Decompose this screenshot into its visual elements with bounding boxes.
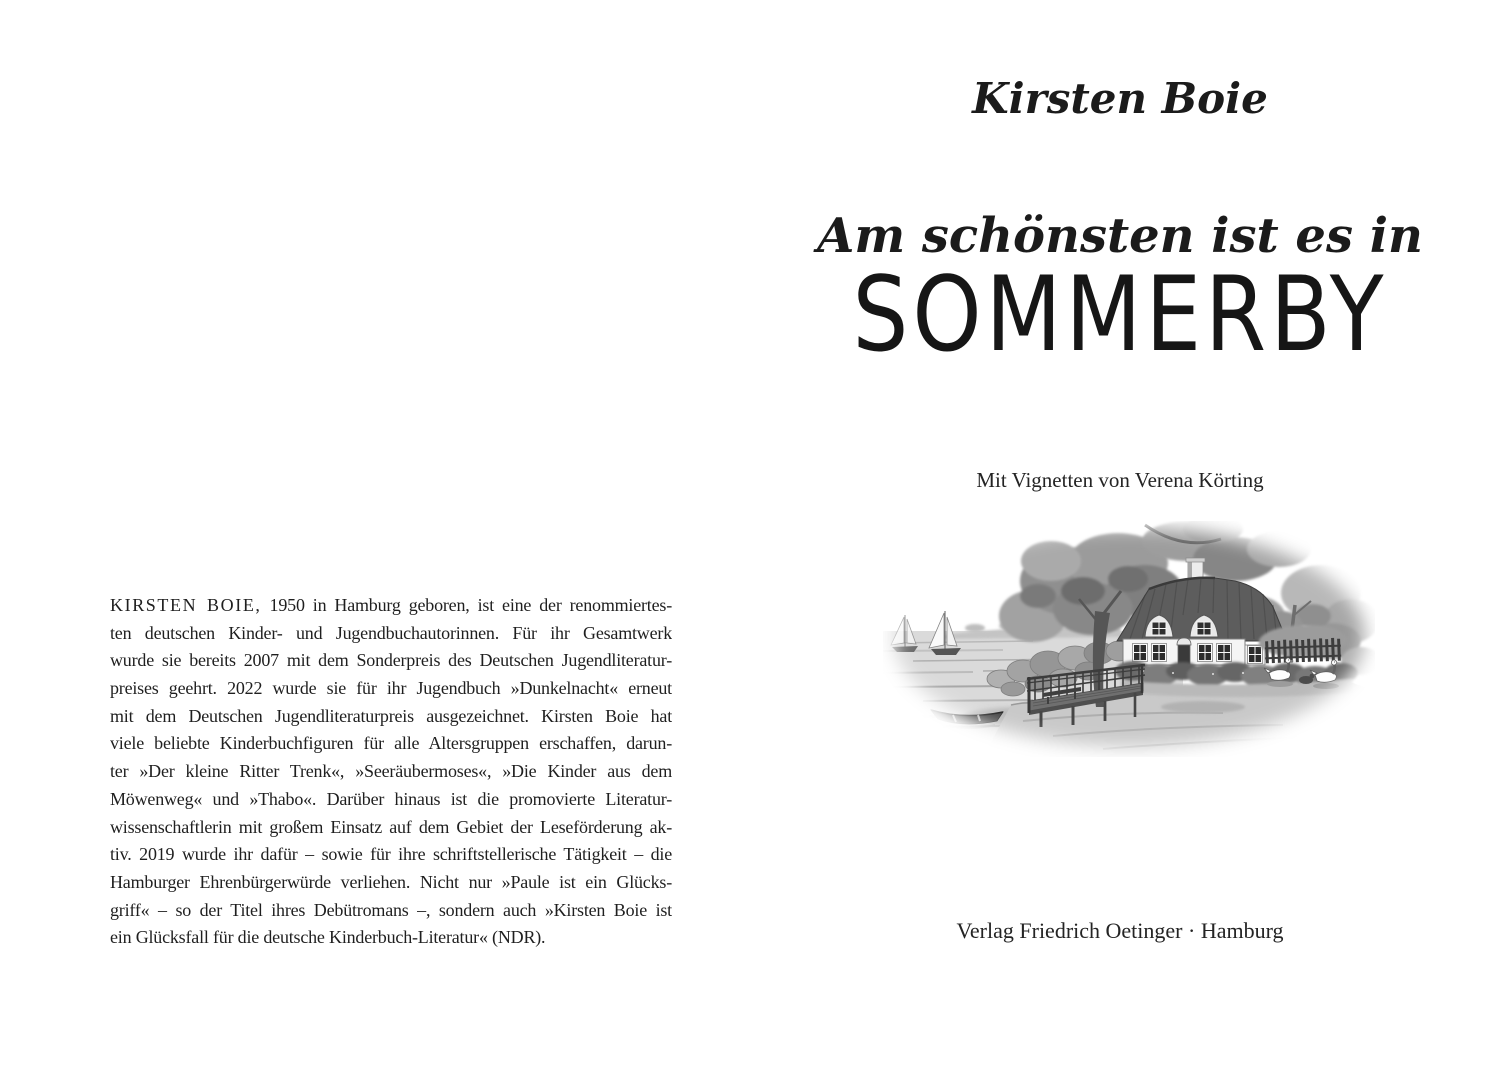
series-title-line: Am schönsten ist es in [817,208,1423,264]
book-title-text: SOMMERBY [852,253,1388,375]
bio-line: Hamburger Ehrenbürgerwürde verliehen. Nicht nur »Paule ist ein Glücks- [110,871,672,892]
bio-line: wurde sie bereits 2007 mit dem Sonderpreis des Deutschen Jugendliteratur- [110,650,672,671]
bio-line: mit dem Deutschen Jugendliteraturpreis ausgezeichnet. Kirsten Boie hat [110,705,672,726]
publisher-imprint: Verlag Friedrich Oetinger · Hamburg [956,918,1284,943]
author-bio [110,592,672,952]
bio-line: griff« – so der Titel ihres Debütromans –, sondern auch »Kirsten Boie ist [110,899,672,920]
illustrator-credit: Mit Vignetten von Verena Körting [976,468,1264,492]
bio-line: ter »Der kleine Ritter Trenk«, »Seeräubermoses«, »Die Kinder aus dem [110,761,672,782]
bio-line: tiv. 2019 wurde ihr dafür – sowie für ihre schriftstellerische Tätigkeit – die [110,844,672,865]
bio-line: Möwenweg« und »Thabo«. Darüber hinaus ist die promovierte Literatur- [110,788,672,809]
vignette-svg [883,521,1375,757]
bio-line: wissenschaftlerin mit großem Einsatz auf dem Gebiet der Leseförderung ak- [110,816,672,837]
cottage-vignette-illustration [883,521,1375,757]
bio-line: ten deutschen Kinder- und Jugendbuchautorinnen. Für ihr Gesamtwerk [110,622,672,643]
author-name: Kirsten Boie [972,74,1268,123]
book-title [740,253,1500,375]
bio-line: viele beliebte Kinderbuchfiguren für alle Altersgruppen erschaffen, darun- [110,733,672,754]
bio-line: preises geehrt. 2022 wurde sie für ihr Jugendbuch »Dunkelnacht« erneut [110,678,672,699]
bio-line: KIRSTEN BOIE, 1950 in Hamburg geboren, ist eine der renommiertes- [110,595,672,615]
bio-line: ein Glücksfall für die deutsche Kinderbuch-Literatur« (NDR). [110,927,546,948]
bio-author-caps: KIRSTEN BOIE, [110,595,262,615]
